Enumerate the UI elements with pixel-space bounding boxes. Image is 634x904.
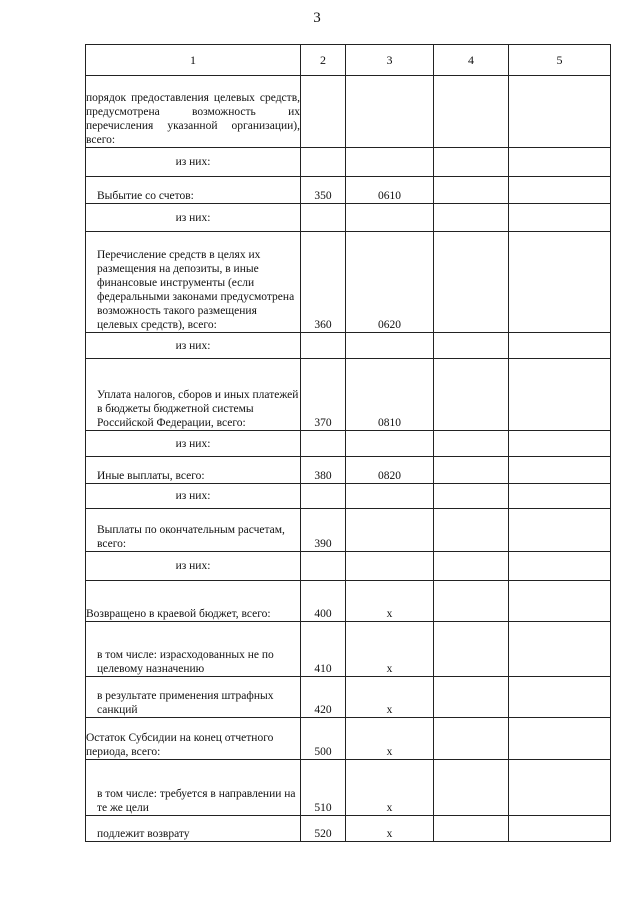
amount-cell-col5	[509, 622, 611, 677]
amount-cell-col5	[509, 718, 611, 760]
table-row	[86, 76, 611, 148]
line-code-cell	[301, 148, 346, 177]
page-number: 3	[313, 10, 321, 26]
amount-cell-col5	[509, 760, 611, 816]
line-code-cell: 520	[301, 816, 346, 842]
budget-code-cell	[346, 431, 434, 457]
indicator-name-cell: в результате применения штрафных санкций	[86, 677, 301, 718]
subheading-cell: из них:	[86, 148, 301, 177]
budget-code-cell: x	[346, 677, 434, 718]
amount-cell-col5	[509, 552, 611, 581]
budget-code-cell: 0810	[346, 359, 434, 431]
amount-cell-col5	[509, 177, 611, 204]
amount-cell-col5	[509, 677, 611, 718]
amount-cell-col5	[509, 148, 611, 177]
amount-cell-col5	[509, 204, 611, 232]
line-code-cell: 360	[301, 232, 346, 333]
table-row	[86, 509, 611, 552]
column-number-row	[86, 45, 611, 76]
amount-cell-col4	[434, 431, 509, 457]
indicator-name-cell: Уплата налогов, сборов и иных платежей в бюджеты бюджетной системы Российской Федерации, всего:	[86, 359, 301, 431]
indicator-name-cell: Выплаты по окончательным расчетам, всего:	[86, 509, 301, 552]
amount-cell-col4	[434, 718, 509, 760]
table-row	[86, 333, 611, 359]
amount-cell-col4	[434, 509, 509, 552]
column-number: 5	[509, 45, 611, 76]
table-row	[86, 177, 611, 204]
table-row	[86, 677, 611, 718]
report-table	[85, 44, 611, 842]
amount-cell-col4	[434, 76, 509, 148]
budget-code-cell	[346, 204, 434, 232]
budget-code-cell	[346, 148, 434, 177]
table-row	[86, 581, 611, 622]
table-row	[86, 816, 611, 842]
amount-cell-col5	[509, 76, 611, 148]
amount-cell-col5	[509, 457, 611, 484]
indicator-name-cell: порядок предоставления целевых средств, предусмотрена возможность их перечисления указанной организации), всего:	[86, 76, 301, 148]
table-row	[86, 232, 611, 333]
subheading-cell: из них:	[86, 204, 301, 232]
indicator-name-cell: Выбытие со счетов:	[86, 177, 301, 204]
line-code-cell	[301, 333, 346, 359]
table-row	[86, 457, 611, 484]
subheading-cell: из них:	[86, 552, 301, 581]
table-row	[86, 148, 611, 177]
line-code-cell: 410	[301, 622, 346, 677]
amount-cell-col4	[434, 677, 509, 718]
column-number: 3	[346, 45, 434, 76]
amount-cell-col4	[434, 359, 509, 431]
amount-cell-col4	[434, 232, 509, 333]
budget-code-cell	[346, 333, 434, 359]
table-row	[86, 552, 611, 581]
budget-code-cell: 0620	[346, 232, 434, 333]
budget-code-cell: x	[346, 622, 434, 677]
table-row	[86, 484, 611, 509]
line-code-cell: 390	[301, 509, 346, 552]
table-row	[86, 204, 611, 232]
amount-cell-col4	[434, 457, 509, 484]
line-code-cell: 400	[301, 581, 346, 622]
indicator-name-cell: Перечисление средств в целях их размещения на депозиты, в иные финансовые инструменты (если федеральными законами предусмотрена возможность такого размещения целевых средств), всего:	[86, 232, 301, 333]
budget-code-cell: x	[346, 581, 434, 622]
amount-cell-col4	[434, 148, 509, 177]
amount-cell-col4	[434, 581, 509, 622]
table-row	[86, 359, 611, 431]
column-number: 4	[434, 45, 509, 76]
indicator-name-cell: Остаток Субсидии на конец отчетного периода, всего:	[86, 718, 301, 760]
table-row	[86, 622, 611, 677]
amount-cell-col5	[509, 232, 611, 333]
indicator-name-cell: в том числе: израсходованных не по целевому назначению	[86, 622, 301, 677]
budget-code-cell	[346, 509, 434, 552]
budget-code-cell	[346, 552, 434, 581]
line-code-cell: 370	[301, 359, 346, 431]
table-row	[86, 431, 611, 457]
budget-code-cell: x	[346, 718, 434, 760]
budget-code-cell	[346, 76, 434, 148]
subheading-cell: из них:	[86, 431, 301, 457]
budget-code-cell: 0820	[346, 457, 434, 484]
amount-cell-col4	[434, 760, 509, 816]
amount-cell-col4	[434, 204, 509, 232]
line-code-cell	[301, 431, 346, 457]
column-number: 2	[301, 45, 346, 76]
budget-code-cell	[346, 484, 434, 509]
table-row	[86, 760, 611, 816]
amount-cell-col5	[509, 359, 611, 431]
budget-code-cell: x	[346, 760, 434, 816]
subheading-cell: из них:	[86, 333, 301, 359]
line-code-cell	[301, 76, 346, 148]
amount-cell-col4	[434, 816, 509, 842]
line-code-cell: 500	[301, 718, 346, 760]
amount-cell-col5	[509, 581, 611, 622]
subheading-cell: из них:	[86, 484, 301, 509]
amount-cell-col4	[434, 552, 509, 581]
indicator-name-cell: Иные выплаты, всего:	[86, 457, 301, 484]
amount-cell-col5	[509, 484, 611, 509]
line-code-cell	[301, 552, 346, 581]
amount-cell-col4	[434, 622, 509, 677]
table-row	[86, 718, 611, 760]
line-code-cell: 510	[301, 760, 346, 816]
amount-cell-col4	[434, 177, 509, 204]
amount-cell-col5	[509, 509, 611, 552]
indicator-name-cell: в том числе: требуется в направлении на те же цели	[86, 760, 301, 816]
amount-cell-col5	[509, 431, 611, 457]
indicator-name-cell: подлежит возврату	[86, 816, 301, 842]
amount-cell-col4	[434, 333, 509, 359]
line-code-cell	[301, 484, 346, 509]
amount-cell-col5	[509, 333, 611, 359]
line-code-cell: 420	[301, 677, 346, 718]
amount-cell-col4	[434, 484, 509, 509]
line-code-cell: 350	[301, 177, 346, 204]
indicator-name-cell: Возвращено в краевой бюджет, всего:	[86, 581, 301, 622]
budget-code-cell: x	[346, 816, 434, 842]
line-code-cell	[301, 204, 346, 232]
line-code-cell: 380	[301, 457, 346, 484]
amount-cell-col5	[509, 816, 611, 842]
budget-code-cell: 0610	[346, 177, 434, 204]
column-number: 1	[86, 45, 301, 76]
